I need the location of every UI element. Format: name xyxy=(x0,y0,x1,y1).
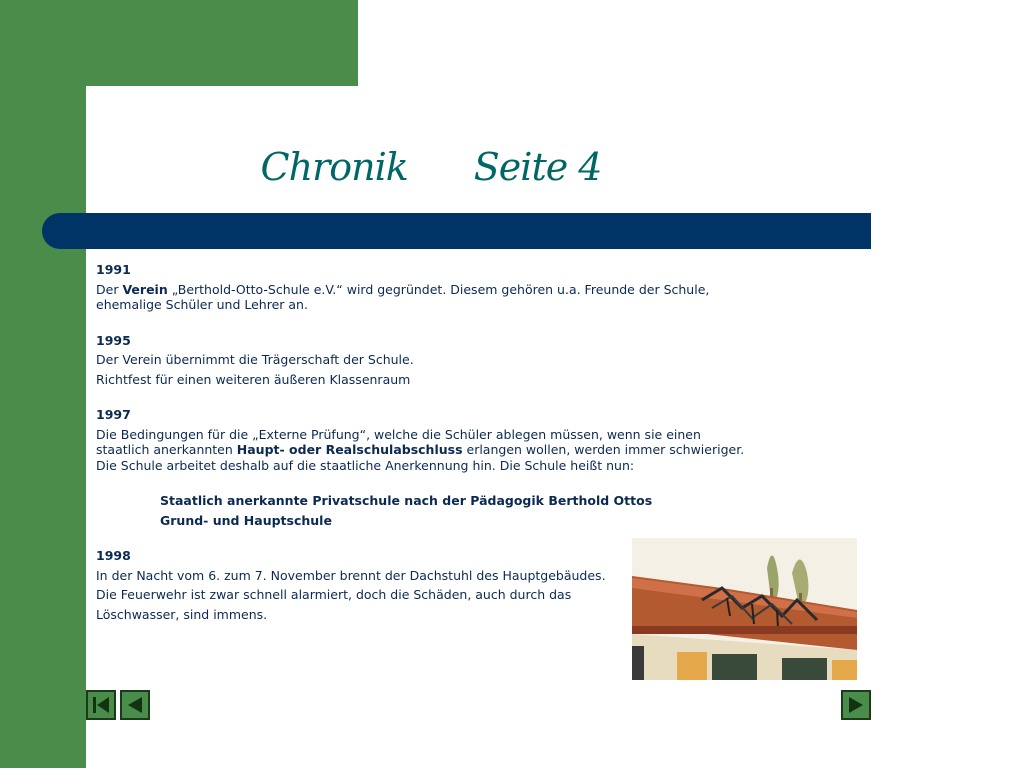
school-type: Grund- und Hauptschule xyxy=(160,512,332,528)
text-segment: erlangen wollen, werden immer schwieriger. xyxy=(462,442,745,457)
page-title xyxy=(86,145,776,189)
top-green-band xyxy=(0,0,358,86)
entry-1991 xyxy=(96,262,786,313)
previous-page-icon xyxy=(124,694,146,716)
text-bold-segment: Haupt- oder Realschulabschluss xyxy=(236,442,463,457)
entry-1995 xyxy=(96,333,786,388)
entry-year: 1998 xyxy=(96,548,131,563)
text-segment: „Berthold-Otto-Schule e.V.“ wird gegründet. Diesem gehören u.a. Freunde der Schule, xyxy=(167,281,710,297)
entry-text xyxy=(96,282,786,313)
text-segment: Die Bedingungen für die „Externe Prüfung“, welche die Schüler ablegen müssen, wenn sie einen xyxy=(96,426,701,442)
burned-roof-photo xyxy=(632,538,857,680)
entry-text: Die Feuerwehr ist zwar schnell alarmiert, doch die Schäden, auch durch das xyxy=(96,587,572,602)
entry-1997 xyxy=(96,407,786,528)
text-bold-segment: Verein xyxy=(122,281,168,297)
first-page-button[interactable] xyxy=(86,690,116,720)
entry-text: Der Verein übernimmt die Trägerschaft der Schule. xyxy=(96,352,414,367)
left-green-band xyxy=(0,0,86,768)
next-page-icon xyxy=(845,694,867,716)
entry-text: Löschwasser, sind immens. xyxy=(96,606,268,622)
entry-year: 1991 xyxy=(96,262,131,277)
title-divider-bar xyxy=(42,213,871,249)
first-page-icon xyxy=(90,694,112,716)
text-segment: staatlich anerkannten xyxy=(96,442,237,457)
school-name: Staatlich anerkannte Privatschule nach der Pädagogik Berthold Ottos xyxy=(160,493,653,508)
entry-year: 1995 xyxy=(96,332,131,348)
text-segment: Der xyxy=(96,281,123,297)
title-page-number: Seite 4 xyxy=(473,145,602,189)
entry-text: In der Nacht vom 6. zum 7. November brennt der Dachstuhl des Hauptgebäudes. xyxy=(96,567,606,583)
entry-year: 1997 xyxy=(96,407,131,422)
text-segment: Die Schule arbeitet deshalb auf die staatliche Anerkennung hin. Die Schule heißt nun: xyxy=(96,457,635,473)
next-page-button[interactable] xyxy=(841,690,871,720)
text-segment: ehemalige Schüler und Lehrer an. xyxy=(96,297,308,312)
entry-text: Richtfest für einen weiteren äußeren Klassenraum xyxy=(96,371,411,387)
title-chronik: Chronik xyxy=(260,145,408,189)
entry-text xyxy=(96,427,786,474)
previous-page-button[interactable] xyxy=(120,690,150,720)
